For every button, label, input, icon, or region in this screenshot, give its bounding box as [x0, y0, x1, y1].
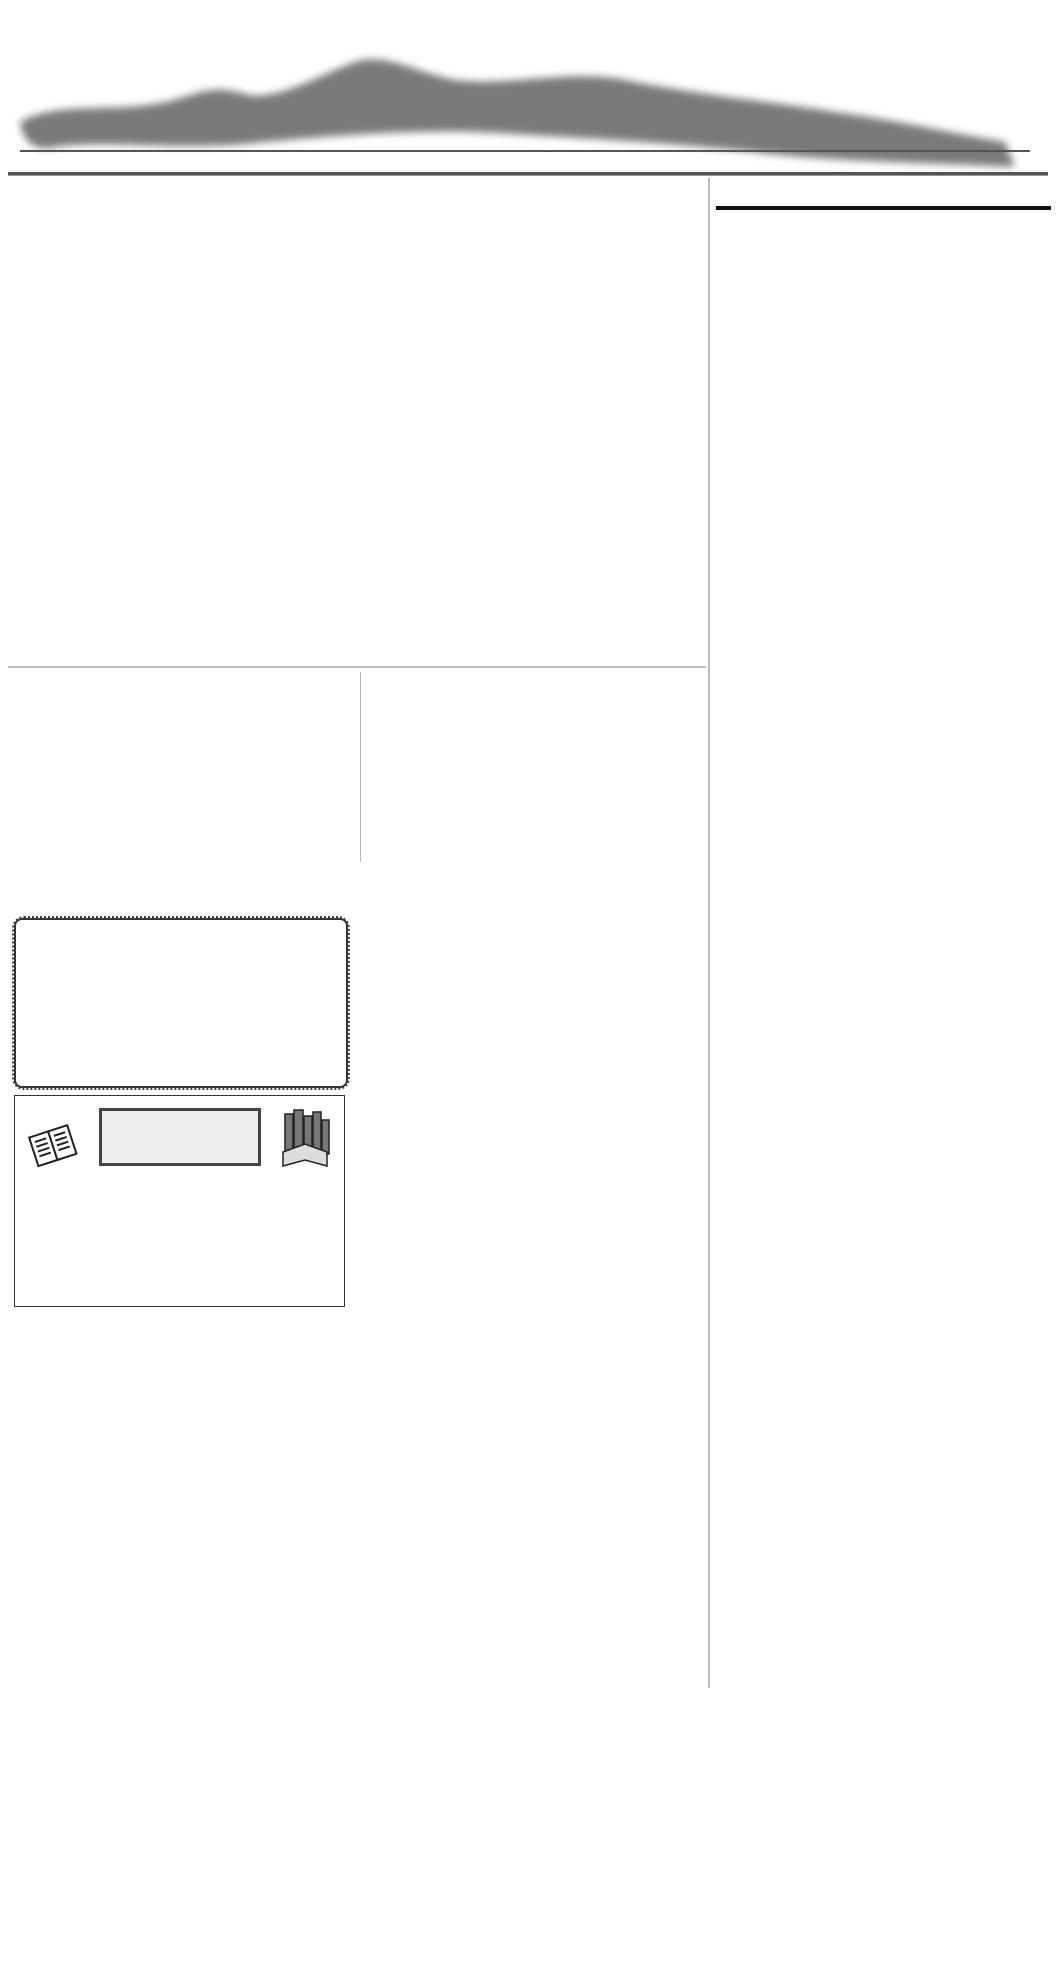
- mountain-silhouette-graphic: [15, 42, 1025, 172]
- section-divider: [8, 666, 706, 668]
- column-divider: [708, 178, 710, 1688]
- farmers-market-box: [14, 918, 348, 1088]
- friends-library-section: [22, 676, 352, 686]
- stack-of-books-icon: [277, 1108, 333, 1170]
- bookrack-ad[interactable]: [14, 1095, 345, 1307]
- blotter-body: [722, 219, 1048, 232]
- masthead-rule: [8, 172, 1048, 176]
- farmers-market-title: [16, 920, 346, 926]
- farmers-market-body: [16, 926, 346, 932]
- bookrack-logo: [99, 1108, 261, 1166]
- open-book-icon: [27, 1118, 83, 1174]
- article-subhead: [22, 204, 30, 226]
- column-divider: [360, 672, 361, 862]
- blotter-title-rule: [716, 206, 1051, 210]
- town-line-divider: [20, 150, 1030, 152]
